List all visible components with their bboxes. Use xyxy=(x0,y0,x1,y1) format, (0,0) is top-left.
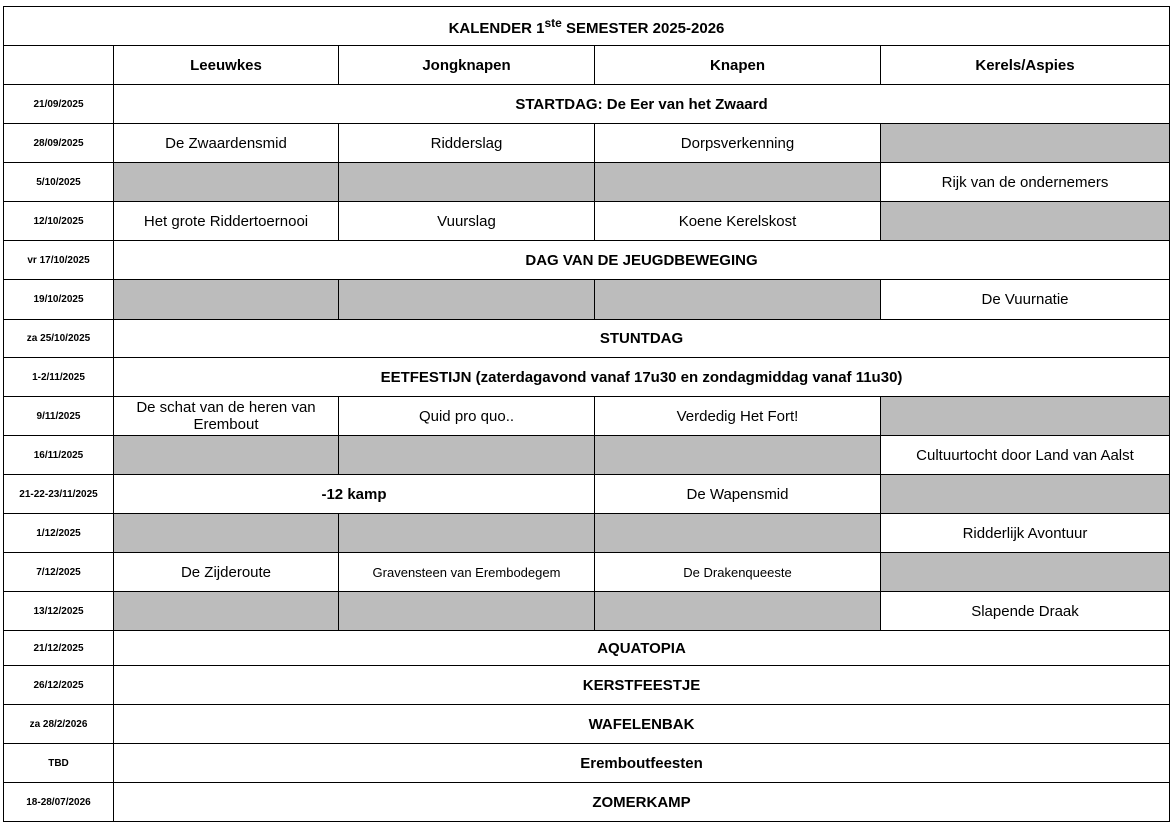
date-cell: vr 17/10/2025 xyxy=(4,241,114,280)
activity-cell: De Drakenqueeste xyxy=(595,553,881,592)
date-cell: 7/12/2025 xyxy=(4,553,114,592)
event-cell: STARTDAG: De Eer van het Zwaard xyxy=(114,85,1170,124)
activity-cell: Rijk van de ondernemers xyxy=(881,163,1170,202)
empty-cell xyxy=(114,436,339,475)
date-cell: 26/12/2025 xyxy=(4,666,114,705)
table-row xyxy=(4,705,1170,744)
empty-cell xyxy=(595,514,881,553)
table-row xyxy=(4,666,1170,705)
table-row xyxy=(4,124,1170,163)
empty-cell xyxy=(595,280,881,320)
date-cell: 9/11/2025 xyxy=(4,397,114,436)
table-row xyxy=(4,163,1170,202)
empty-cell xyxy=(881,397,1170,436)
date-cell: 21-22-23/11/2025 xyxy=(4,475,114,514)
event-cell: AQUATOPIA xyxy=(114,631,1170,666)
table-row xyxy=(4,631,1170,666)
activity-cell: De schat van de heren van Erembout xyxy=(114,397,339,436)
calendar-title: KALENDER 1ste SEMESTER 2025-2026 xyxy=(4,7,1170,46)
empty-cell xyxy=(339,514,595,553)
table-row xyxy=(4,744,1170,783)
date-cell: 12/10/2025 xyxy=(4,202,114,241)
header-jongknapen: Jongknapen xyxy=(339,46,595,85)
activity-cell: De Wapensmid xyxy=(595,475,881,514)
table-row xyxy=(4,280,1170,320)
empty-cell xyxy=(114,514,339,553)
date-cell: 18-28/07/2026 xyxy=(4,783,114,822)
table-row xyxy=(4,202,1170,241)
activity-cell: Quid pro quo.. xyxy=(339,397,595,436)
table-row xyxy=(4,553,1170,592)
activity-cell: Slapende Draak xyxy=(881,592,1170,631)
camp-cell: -12 kamp xyxy=(114,475,595,514)
date-cell: 19/10/2025 xyxy=(4,280,114,320)
activity-cell: Vuurslag xyxy=(339,202,595,241)
date-cell: 1-2/11/2025 xyxy=(4,358,114,397)
table-row xyxy=(4,592,1170,631)
empty-cell xyxy=(881,475,1170,514)
empty-cell xyxy=(114,592,339,631)
event-cell: KERSTFEESTJE xyxy=(114,666,1170,705)
header-leeuwkes: Leeuwkes xyxy=(114,46,339,85)
empty-cell xyxy=(114,280,339,320)
event-cell: EETFESTIJN (zaterdagavond vanaf 17u30 en zondagmiddag vanaf 11u30) xyxy=(114,358,1170,397)
activity-cell: Het grote Riddertoernooi xyxy=(114,202,339,241)
event-cell: Eremboutfeesten xyxy=(114,744,1170,783)
table-row xyxy=(4,241,1170,280)
event-cell: WAFELENBAK xyxy=(114,705,1170,744)
table-row xyxy=(4,475,1170,514)
empty-cell xyxy=(595,592,881,631)
table-row xyxy=(4,358,1170,397)
date-cell: 13/12/2025 xyxy=(4,592,114,631)
date-cell: 21/12/2025 xyxy=(4,631,114,666)
table-row xyxy=(4,514,1170,553)
event-cell: DAG VAN DE JEUGDBEWEGING xyxy=(114,241,1170,280)
activity-cell: De Zwaardensmid xyxy=(114,124,339,163)
empty-cell xyxy=(114,163,339,202)
activity-cell: De Vuurnatie xyxy=(881,280,1170,320)
empty-cell xyxy=(595,163,881,202)
event-cell: ZOMERKAMP xyxy=(114,783,1170,822)
activity-cell: De Zijderoute xyxy=(114,553,339,592)
empty-cell xyxy=(339,163,595,202)
date-cell: 28/09/2025 xyxy=(4,124,114,163)
table-row xyxy=(4,436,1170,475)
date-cell: za 28/2/2026 xyxy=(4,705,114,744)
table-row xyxy=(4,397,1170,436)
empty-cell xyxy=(595,436,881,475)
date-cell: 16/11/2025 xyxy=(4,436,114,475)
calendar-table xyxy=(3,6,1170,822)
empty-cell xyxy=(339,592,595,631)
empty-cell xyxy=(881,124,1170,163)
empty-cell xyxy=(339,436,595,475)
event-cell: STUNTDAG xyxy=(114,320,1170,358)
activity-cell: Ridderslag xyxy=(339,124,595,163)
activity-cell: Cultuurtocht door Land van Aalst xyxy=(881,436,1170,475)
activity-cell: Verdedig Het Fort! xyxy=(595,397,881,436)
activity-cell: Koene Kerelskost xyxy=(595,202,881,241)
header-corner xyxy=(4,46,114,85)
table-row xyxy=(4,783,1170,822)
table-row xyxy=(4,320,1170,358)
date-cell: za 25/10/2025 xyxy=(4,320,114,358)
empty-cell xyxy=(881,202,1170,241)
header-knapen: Knapen xyxy=(595,46,881,85)
activity-cell: Ridderlijk Avontuur xyxy=(881,514,1170,553)
date-cell: TBD xyxy=(4,744,114,783)
empty-cell xyxy=(339,280,595,320)
activity-cell: Gravensteen van Erembodegem xyxy=(339,553,595,592)
table-row xyxy=(4,85,1170,124)
empty-cell xyxy=(881,553,1170,592)
date-cell: 5/10/2025 xyxy=(4,163,114,202)
header-kerels-aspies: Kerels/Aspies xyxy=(881,46,1170,85)
activity-cell: Dorpsverkenning xyxy=(595,124,881,163)
date-cell: 21/09/2025 xyxy=(4,85,114,124)
date-cell: 1/12/2025 xyxy=(4,514,114,553)
